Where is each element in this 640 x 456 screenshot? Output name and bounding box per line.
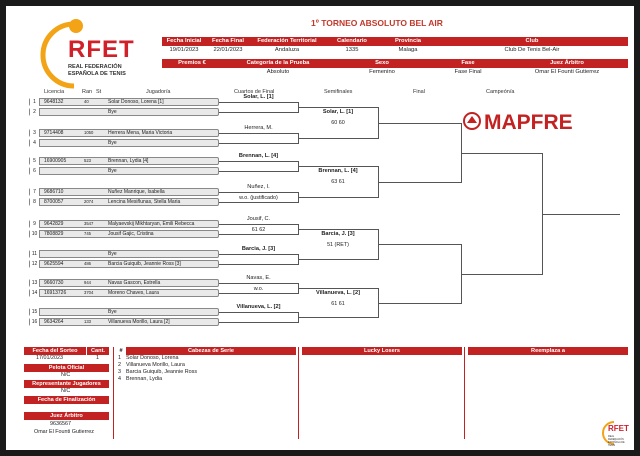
player-number: 16 <box>30 318 40 326</box>
player-licencia: 8700057 <box>44 199 64 205</box>
player-name: Moreno Chaves, Laura <box>108 290 159 296</box>
juez-licencia: 9636567 <box>50 421 71 427</box>
bracket-line <box>378 244 461 245</box>
player-number: 1 <box>30 98 40 106</box>
seed-number: 2 <box>118 362 121 368</box>
player-number: 7 <box>30 188 40 196</box>
seed-name: Brennan, Lydia <box>126 376 163 382</box>
bracket-line <box>219 234 298 235</box>
qf-winner: Jousif, C. <box>246 216 271 222</box>
qf-winner: Villanueva, L. [2] <box>236 304 281 310</box>
player-licencia: 16900905 <box>44 158 67 164</box>
sf-score: 51 (RET) <box>327 242 349 248</box>
player-name: Malyaevskij Mikhtaryan, Emili Rebecca <box>108 221 195 227</box>
bracket-line <box>378 303 461 304</box>
sorteo-header: Fecha del Sorteo <box>24 347 86 355</box>
player-name: Jousif Gajic, Cristina <box>108 231 154 237</box>
seed-number: 1 <box>118 355 121 361</box>
hdr-premios: Premios € <box>178 60 206 66</box>
col-sf: Semifinales <box>324 89 353 95</box>
representante-value: N/C <box>61 388 71 394</box>
info-header-row-2 <box>162 59 628 68</box>
bracket-line <box>219 312 298 313</box>
bracket-line <box>298 288 378 289</box>
bracket-line <box>219 102 298 103</box>
seed-number: 3 <box>118 369 121 375</box>
draw-sheet <box>6 6 634 450</box>
bracket-line <box>378 182 461 183</box>
bracket-line <box>219 192 298 193</box>
juez-name: Omar El Founti Gutierrez <box>34 429 94 435</box>
champion-line <box>542 214 620 215</box>
qf-winner: Navas, E. <box>246 275 271 281</box>
info-header-row-1 <box>162 37 628 46</box>
player-number: 14 <box>30 289 40 297</box>
finalizacion-header: Fecha de Finalización <box>24 396 109 404</box>
hdr-fecha-final: Fecha Final <box>212 38 244 44</box>
player-row <box>29 139 219 147</box>
hdr-sexo: Sexo <box>375 60 389 66</box>
col-jugador: Jugador/a <box>146 89 171 95</box>
player-ranking: 3704 <box>84 290 94 295</box>
bracket-line <box>378 123 461 124</box>
bracket-line <box>219 254 298 255</box>
col-champ: Campeón/a <box>486 89 515 95</box>
qf-score: w.o. <box>253 286 264 292</box>
hdr-calendario: Calendario <box>337 38 367 44</box>
player-row <box>29 250 219 258</box>
player-ranking: 3547 <box>84 221 94 226</box>
hdr-fecha-inicial: Fecha Inicial <box>166 38 202 44</box>
bracket-line <box>219 143 298 144</box>
player-number: 10 <box>30 230 40 238</box>
bracket-line <box>219 171 298 172</box>
sf-score: 63 61 <box>331 179 345 185</box>
player-licencia: 9714408 <box>44 130 64 136</box>
player-row <box>29 308 219 316</box>
qf-winner: Solar, L. [1] <box>243 94 274 100</box>
footer-rfet-logo <box>602 420 630 446</box>
player-row <box>29 167 219 175</box>
hdr-federacion: Federación Territorial <box>257 38 317 44</box>
player-name: Navas Gascon, Estrella <box>108 280 161 286</box>
seed-number: 4 <box>118 376 121 382</box>
player-number: 6 <box>30 167 40 175</box>
representante-header: Representante Jugadores <box>24 380 109 388</box>
pelota-header: Pelota Oficial <box>24 364 109 372</box>
seeds-header: Cabezas de Serie <box>126 347 296 355</box>
val-calendario: 1335 <box>345 47 359 53</box>
val-premios <box>162 68 222 77</box>
player-number: 8 <box>30 198 40 206</box>
val-club: Club De Tenis Bel-Air <box>504 47 560 53</box>
val-federacion: Andaluza <box>274 47 300 53</box>
player-name: Bye <box>108 109 117 115</box>
player-name: Bye <box>108 140 117 146</box>
sf-player: Barcia, J. [3] <box>321 231 355 237</box>
player-number: 15 <box>30 308 40 316</box>
col-ran: Ran <box>82 89 93 95</box>
hdr-fase: Fase <box>461 60 475 66</box>
player-name: Brennan, Lydia [4] <box>108 158 149 164</box>
seed-name: Solar Donoso, Lorena <box>126 355 179 361</box>
player-ranking: 944 <box>84 280 91 285</box>
bracket-line <box>298 166 378 167</box>
player-ranking: 2074 <box>84 199 94 204</box>
logo-line2: ESPAÑOLA DE TENIS <box>68 71 126 77</box>
sf-player: Brennan, L. [4] <box>318 168 358 174</box>
bracket-line <box>298 197 378 198</box>
bracket-line <box>219 322 298 323</box>
player-number: 5 <box>30 157 40 165</box>
player-name: Solar Donoso, Lorena [1] <box>108 99 164 105</box>
player-number: 2 <box>30 108 40 116</box>
bracket-line <box>219 283 298 284</box>
hdr-juez: Juez Árbitro <box>550 60 584 66</box>
col-final: Final <box>413 89 425 95</box>
player-number: 12 <box>30 260 40 268</box>
rfet-logo <box>34 18 146 92</box>
qf-winner: Nuñez, I. <box>247 184 270 190</box>
sf-player: Solar, L. [1] <box>322 109 354 115</box>
sf-score: 60 60 <box>331 120 345 126</box>
sf-player: Villanueva, L. [2] <box>315 290 361 296</box>
player-name: Bye <box>108 309 117 315</box>
cant-header: Cant. <box>87 347 109 355</box>
player-name: Nuñez Manrique, Isabella <box>108 189 165 195</box>
bracket-line <box>298 317 378 318</box>
player-name: Bye <box>108 168 117 174</box>
mapfre-logo <box>462 110 622 132</box>
logo-line1: REAL FEDERACIÓN <box>68 64 122 70</box>
col-st: St <box>96 89 102 95</box>
player-licencia: 9625594 <box>44 261 64 267</box>
player-number: 9 <box>30 220 40 228</box>
qf-score: w.o. (justificado) <box>239 195 278 201</box>
hdr-club: Club <box>525 38 539 44</box>
player-number: 3 <box>30 129 40 137</box>
player-ranking: 486 <box>84 261 91 266</box>
player-licencia: 16913726 <box>44 290 67 296</box>
val-sexo: Femenino <box>369 69 395 75</box>
val-juez: Omar El Founti Gutierrez <box>534 69 600 75</box>
bracket-line <box>298 138 378 139</box>
player-ranking: 523 <box>84 158 91 163</box>
bottom-divider-3 <box>464 347 465 439</box>
player-licencia: 9660730 <box>44 280 64 286</box>
val-fecha-final: 22/01/2023 <box>213 47 243 53</box>
player-number: 11 <box>30 250 40 258</box>
sorteo-cant: 1 <box>96 355 99 361</box>
bracket-line <box>219 224 298 225</box>
bracket-line <box>219 264 298 265</box>
val-fecha-inicial: 19/01/2023 <box>169 47 199 53</box>
bracket-line <box>219 112 298 113</box>
bottom-divider-1 <box>113 347 114 439</box>
player-licencia: 9634264 <box>44 319 64 325</box>
bracket-line <box>298 229 378 230</box>
player-ranking: 745 <box>84 231 91 236</box>
bottom-divider-2 <box>298 347 299 439</box>
bracket-line <box>298 259 378 260</box>
bracket-line <box>461 153 542 154</box>
player-number: 13 <box>30 279 40 287</box>
player-name: Barcia Guiquib, Jeannie Ross [3] <box>108 261 181 267</box>
player-licencia: 9686710 <box>44 189 64 195</box>
qf-winner: Herrera, M. <box>244 125 273 131</box>
reemplaza-header: Reemplaza a <box>468 347 628 355</box>
footer-sub: REAL FEDERACIÓN ESPAÑOLA DE TENIS <box>608 435 625 447</box>
mapfre-text: MAPFRE <box>484 111 573 132</box>
sorteo-date: 17/01/2023 <box>36 355 63 361</box>
player-licencia: 7808829 <box>44 231 64 237</box>
bracket-line <box>461 274 542 275</box>
player-row <box>29 108 219 116</box>
player-licencia: 9648132 <box>44 99 64 105</box>
seed-name: Barcia Guiquib, Jeannie Ross <box>126 369 198 375</box>
col-licencia: Licencia <box>44 89 65 95</box>
qf-winner: Brennan, L. [4] <box>238 153 279 159</box>
seed-name: Villanueva Morillo, Laura <box>126 362 185 368</box>
qf-score: 61 62 <box>251 227 266 233</box>
juez-header: Juez Árbitro <box>24 412 109 420</box>
player-name: Villanueva Morillo, Laura [2] <box>108 319 170 325</box>
player-ranking: 40 <box>84 99 89 104</box>
col-qf: Cuartos de Final <box>234 89 275 95</box>
footer-brand: RFET <box>608 424 629 433</box>
hdr-categoria: Categoría de la Prueba <box>246 60 310 66</box>
player-licencia: 9642829 <box>44 221 64 227</box>
seed-num-header: # <box>119 348 123 354</box>
pelota-value: N/C <box>61 372 71 378</box>
player-name: Lencina Mesiñunas, Stella Maria <box>108 199 181 205</box>
player-ranking: 1050 <box>84 130 94 135</box>
bracket-line <box>219 293 298 294</box>
val-categoria: Absoluto <box>266 69 290 75</box>
val-provincia: Malaga <box>398 47 418 53</box>
player-name: Herrera Mena, Maria Victoria <box>108 130 173 136</box>
hdr-provincia: Provincia <box>394 38 422 44</box>
bracket-line <box>298 107 378 108</box>
bracket-line <box>219 202 298 203</box>
bracket-line <box>219 133 298 134</box>
sf-score: 61 61 <box>331 301 345 307</box>
player-name: Bye <box>108 251 117 257</box>
tournament-title: 1º TORNEO ABSOLUTO BEL AIR <box>311 18 443 28</box>
player-number: 4 <box>30 139 40 147</box>
qf-winner: Barcia, J. [3] <box>241 246 276 252</box>
lucky-header: Lucky Losers <box>302 347 462 355</box>
player-ranking: 133 <box>84 319 91 324</box>
bracket-line <box>219 161 298 162</box>
logo-brand: RFET <box>68 36 135 63</box>
val-fase: Fase Final <box>454 69 482 75</box>
